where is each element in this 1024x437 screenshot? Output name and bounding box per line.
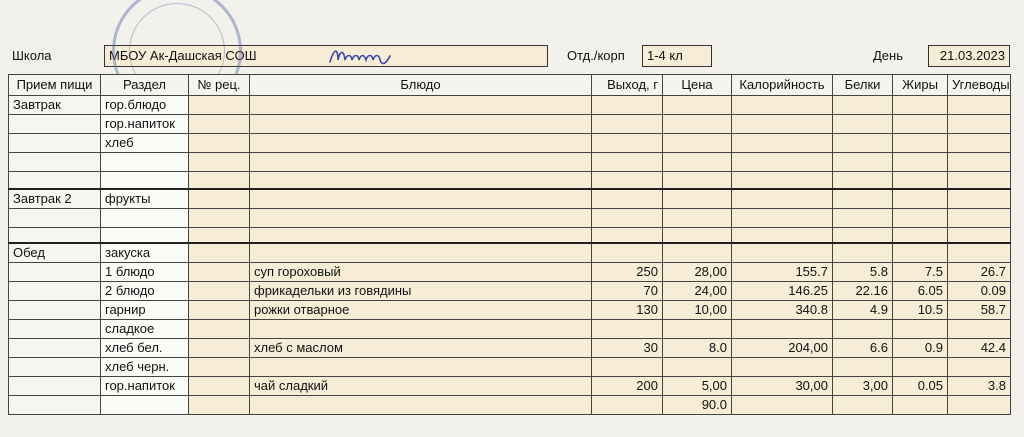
dish-cell[interactable] bbox=[250, 396, 592, 415]
section-cell[interactable]: сладкое bbox=[101, 320, 189, 339]
menu-table bbox=[8, 74, 1011, 415]
table-row bbox=[9, 134, 1011, 153]
dish-cell[interactable] bbox=[250, 153, 592, 172]
protein-cell[interactable] bbox=[833, 134, 893, 153]
meal-cell bbox=[9, 228, 101, 244]
school-field[interactable]: МБОУ Ак-Дашская СОШ bbox=[104, 45, 548, 67]
fat-cell[interactable]: 0.9 bbox=[893, 339, 948, 358]
protein-cell[interactable]: 3,00 bbox=[833, 377, 893, 396]
output-cell[interactable]: 70 bbox=[592, 282, 663, 301]
output-cell[interactable] bbox=[592, 243, 663, 263]
price-cell[interactable] bbox=[663, 189, 732, 209]
day-field[interactable]: 21.03.2023 bbox=[928, 45, 1010, 67]
carbs-cell[interactable] bbox=[948, 396, 1011, 415]
recipe-cell[interactable] bbox=[189, 134, 250, 153]
table-row bbox=[9, 396, 1011, 415]
price-cell[interactable] bbox=[663, 134, 732, 153]
dish-cell[interactable]: суп гороховый bbox=[250, 263, 592, 282]
price-cell[interactable]: 28,00 bbox=[663, 263, 732, 282]
meal-cell: Завтрак 2 bbox=[9, 189, 101, 209]
col-section: Раздел bbox=[101, 75, 189, 96]
table-row bbox=[9, 377, 1011, 396]
output-cell[interactable] bbox=[592, 358, 663, 377]
price-cell[interactable] bbox=[663, 172, 732, 190]
protein-cell[interactable] bbox=[833, 96, 893, 115]
calories-cell[interactable] bbox=[732, 153, 833, 172]
recipe-cell[interactable] bbox=[189, 243, 250, 263]
dish-cell[interactable]: рожки отварное bbox=[250, 301, 592, 320]
section-cell[interactable]: гор.блюдо bbox=[101, 96, 189, 115]
dish-cell[interactable] bbox=[250, 228, 592, 244]
table-row bbox=[9, 243, 1011, 263]
output-cell[interactable] bbox=[592, 153, 663, 172]
dish-cell[interactable] bbox=[250, 209, 592, 228]
col-fat: Жиры bbox=[893, 75, 948, 96]
fat-cell[interactable] bbox=[893, 189, 948, 209]
section-cell[interactable]: гор.напиток bbox=[101, 377, 189, 396]
col-carbs: Углеводы bbox=[948, 75, 1011, 96]
carbs-cell[interactable] bbox=[948, 228, 1011, 244]
meal-cell bbox=[9, 377, 101, 396]
fat-cell[interactable] bbox=[893, 243, 948, 263]
calories-cell[interactable]: 204,00 bbox=[732, 339, 833, 358]
output-cell[interactable]: 130 bbox=[592, 301, 663, 320]
fat-cell[interactable] bbox=[893, 172, 948, 190]
protein-cell[interactable] bbox=[833, 172, 893, 190]
recipe-cell[interactable] bbox=[189, 96, 250, 115]
table-row bbox=[9, 209, 1011, 228]
recipe-cell[interactable] bbox=[189, 339, 250, 358]
output-cell[interactable] bbox=[592, 396, 663, 415]
section-cell[interactable]: гарнир bbox=[101, 301, 189, 320]
meal-cell bbox=[9, 320, 101, 339]
recipe-cell[interactable] bbox=[189, 301, 250, 320]
table-row bbox=[9, 320, 1011, 339]
signature bbox=[326, 44, 396, 70]
price-cell[interactable] bbox=[663, 320, 732, 339]
section-cell[interactable] bbox=[101, 153, 189, 172]
price-cell[interactable] bbox=[663, 358, 732, 377]
fat-cell[interactable] bbox=[893, 396, 948, 415]
fat-cell[interactable] bbox=[893, 228, 948, 244]
price-cell[interactable] bbox=[663, 228, 732, 244]
recipe-cell[interactable] bbox=[189, 228, 250, 244]
meal-cell bbox=[9, 358, 101, 377]
meal-cell bbox=[9, 301, 101, 320]
day-label: День bbox=[873, 48, 903, 63]
calories-cell[interactable] bbox=[732, 172, 833, 190]
protein-cell[interactable] bbox=[833, 320, 893, 339]
carbs-cell[interactable] bbox=[948, 115, 1011, 134]
output-cell[interactable]: 200 bbox=[592, 377, 663, 396]
meal-cell bbox=[9, 134, 101, 153]
meal-cell: Завтрак bbox=[9, 96, 101, 115]
table-row bbox=[9, 339, 1011, 358]
dish-cell[interactable]: фрикадельки из говядины bbox=[250, 282, 592, 301]
table-row bbox=[9, 96, 1011, 115]
carbs-cell[interactable] bbox=[948, 172, 1011, 190]
protein-cell[interactable]: 6.6 bbox=[833, 339, 893, 358]
carbs-cell[interactable]: 42.4 bbox=[948, 339, 1011, 358]
calories-cell[interactable] bbox=[732, 134, 833, 153]
dept-field[interactable]: 1-4 кл bbox=[642, 45, 712, 67]
price-cell[interactable]: 8.0 bbox=[663, 339, 732, 358]
recipe-cell[interactable] bbox=[189, 377, 250, 396]
output-cell[interactable] bbox=[592, 172, 663, 190]
calories-cell[interactable]: 146.25 bbox=[732, 282, 833, 301]
table-row bbox=[9, 263, 1011, 282]
dish-cell[interactable] bbox=[250, 243, 592, 263]
dish-cell[interactable]: хлеб с маслом bbox=[250, 339, 592, 358]
carbs-cell[interactable] bbox=[948, 189, 1011, 209]
recipe-cell[interactable] bbox=[189, 320, 250, 339]
protein-cell[interactable] bbox=[833, 358, 893, 377]
table-row bbox=[9, 358, 1011, 377]
section-cell[interactable] bbox=[101, 172, 189, 190]
section-cell[interactable] bbox=[101, 228, 189, 244]
meal-cell bbox=[9, 263, 101, 282]
fat-cell[interactable] bbox=[893, 358, 948, 377]
table-row bbox=[9, 228, 1011, 244]
col-meal: Прием пищи bbox=[9, 75, 101, 96]
dish-cell[interactable] bbox=[250, 320, 592, 339]
col-price: Цена bbox=[663, 75, 732, 96]
meal-cell bbox=[9, 172, 101, 190]
carbs-cell[interactable] bbox=[948, 320, 1011, 339]
table-row bbox=[9, 282, 1011, 301]
fat-cell[interactable] bbox=[893, 153, 948, 172]
protein-cell[interactable]: 22.16 bbox=[833, 282, 893, 301]
recipe-cell[interactable] bbox=[189, 396, 250, 415]
protein-cell[interactable] bbox=[833, 153, 893, 172]
section-cell[interactable]: фрукты bbox=[101, 189, 189, 209]
recipe-cell[interactable] bbox=[189, 153, 250, 172]
dish-cell[interactable]: чай сладкий bbox=[250, 377, 592, 396]
carbs-cell[interactable]: 3.8 bbox=[948, 377, 1011, 396]
carbs-cell[interactable] bbox=[948, 96, 1011, 115]
price-cell[interactable] bbox=[663, 153, 732, 172]
table-row bbox=[9, 153, 1011, 172]
protein-cell[interactable] bbox=[833, 396, 893, 415]
meal-cell bbox=[9, 282, 101, 301]
dish-cell[interactable] bbox=[250, 134, 592, 153]
output-cell[interactable] bbox=[592, 320, 663, 339]
protein-cell[interactable]: 4.9 bbox=[833, 301, 893, 320]
section-cell[interactable]: гор.напиток bbox=[101, 115, 189, 134]
price-cell[interactable]: 24,00 bbox=[663, 282, 732, 301]
dish-cell[interactable] bbox=[250, 172, 592, 190]
section-cell[interactable]: хлеб бел. bbox=[101, 339, 189, 358]
fat-cell[interactable]: 10.5 bbox=[893, 301, 948, 320]
table-row bbox=[9, 189, 1011, 209]
fat-cell[interactable]: 0.05 bbox=[893, 377, 948, 396]
fat-cell[interactable] bbox=[893, 209, 948, 228]
section-cell[interactable] bbox=[101, 209, 189, 228]
section-cell[interactable] bbox=[101, 396, 189, 415]
fat-cell[interactable] bbox=[893, 134, 948, 153]
calories-cell[interactable] bbox=[732, 115, 833, 134]
table-header bbox=[9, 75, 1011, 96]
protein-cell[interactable]: 5.8 bbox=[833, 263, 893, 282]
meal-cell bbox=[9, 115, 101, 134]
carbs-cell[interactable] bbox=[948, 153, 1011, 172]
output-cell[interactable] bbox=[592, 96, 663, 115]
dept-label: Отд./корп bbox=[567, 48, 625, 63]
calories-cell[interactable] bbox=[732, 96, 833, 115]
fat-cell[interactable] bbox=[893, 96, 948, 115]
carbs-cell[interactable]: 58.7 bbox=[948, 301, 1011, 320]
meal-cell bbox=[9, 339, 101, 358]
carbs-cell[interactable]: 26.7 bbox=[948, 263, 1011, 282]
recipe-cell[interactable] bbox=[189, 172, 250, 190]
output-cell[interactable]: 250 bbox=[592, 263, 663, 282]
price-cell[interactable]: 5,00 bbox=[663, 377, 732, 396]
meal-cell bbox=[9, 153, 101, 172]
dish-cell[interactable] bbox=[250, 358, 592, 377]
calories-cell[interactable]: 30,00 bbox=[732, 377, 833, 396]
section-cell[interactable]: хлеб bbox=[101, 134, 189, 153]
price-cell[interactable] bbox=[663, 209, 732, 228]
table-row bbox=[9, 115, 1011, 134]
calories-cell[interactable] bbox=[732, 396, 833, 415]
meal-cell bbox=[9, 396, 101, 415]
protein-cell[interactable] bbox=[833, 115, 893, 134]
carbs-cell[interactable] bbox=[948, 243, 1011, 263]
output-cell[interactable] bbox=[592, 189, 663, 209]
section-cell[interactable]: 2 блюдо bbox=[101, 282, 189, 301]
output-cell[interactable] bbox=[592, 209, 663, 228]
fat-cell[interactable] bbox=[893, 320, 948, 339]
fat-cell[interactable] bbox=[893, 115, 948, 134]
carbs-cell[interactable]: 0.09 bbox=[948, 282, 1011, 301]
price-cell[interactable] bbox=[663, 115, 732, 134]
table-row bbox=[9, 172, 1011, 190]
protein-cell[interactable] bbox=[833, 209, 893, 228]
calories-cell[interactable]: 340.8 bbox=[732, 301, 833, 320]
calories-cell[interactable] bbox=[732, 189, 833, 209]
price-cell[interactable]: 10,00 bbox=[663, 301, 732, 320]
recipe-cell[interactable] bbox=[189, 282, 250, 301]
col-dish: Блюдо bbox=[250, 75, 592, 96]
col-calories: Калорийность bbox=[732, 75, 833, 96]
col-protein: Белки bbox=[833, 75, 893, 96]
carbs-cell[interactable] bbox=[948, 134, 1011, 153]
dish-cell[interactable] bbox=[250, 189, 592, 209]
protein-cell[interactable] bbox=[833, 228, 893, 244]
carbs-cell[interactable] bbox=[948, 358, 1011, 377]
table-row bbox=[9, 301, 1011, 320]
calories-cell[interactable] bbox=[732, 209, 833, 228]
price-cell[interactable] bbox=[663, 96, 732, 115]
recipe-cell[interactable] bbox=[189, 358, 250, 377]
calories-cell[interactable] bbox=[732, 320, 833, 339]
recipe-cell[interactable] bbox=[189, 263, 250, 282]
calories-cell[interactable]: 155.7 bbox=[732, 263, 833, 282]
dish-cell[interactable] bbox=[250, 96, 592, 115]
recipe-cell[interactable] bbox=[189, 189, 250, 209]
price-cell[interactable] bbox=[663, 243, 732, 263]
recipe-cell[interactable] bbox=[189, 115, 250, 134]
recipe-cell[interactable] bbox=[189, 209, 250, 228]
meal-cell bbox=[9, 209, 101, 228]
section-cell[interactable]: закуска bbox=[101, 243, 189, 263]
output-cell[interactable] bbox=[592, 134, 663, 153]
dish-cell[interactable] bbox=[250, 115, 592, 134]
section-cell[interactable]: хлеб черн. bbox=[101, 358, 189, 377]
price-cell[interactable]: 90.0 bbox=[663, 396, 732, 415]
protein-cell[interactable] bbox=[833, 189, 893, 209]
school-label: Школа bbox=[12, 48, 52, 63]
calories-cell[interactable] bbox=[732, 358, 833, 377]
output-cell[interactable] bbox=[592, 115, 663, 134]
fat-cell[interactable]: 6.05 bbox=[893, 282, 948, 301]
carbs-cell[interactable] bbox=[948, 209, 1011, 228]
col-recipe: № рец. bbox=[189, 75, 250, 96]
calories-cell[interactable] bbox=[732, 243, 833, 263]
section-cell[interactable]: 1 блюдо bbox=[101, 263, 189, 282]
meal-cell: Обед bbox=[9, 243, 101, 263]
protein-cell[interactable] bbox=[833, 243, 893, 263]
fat-cell[interactable]: 7.5 bbox=[893, 263, 948, 282]
output-cell[interactable] bbox=[592, 228, 663, 244]
output-cell[interactable]: 30 bbox=[592, 339, 663, 358]
col-output: Выход, г bbox=[592, 75, 663, 96]
calories-cell[interactable] bbox=[732, 228, 833, 244]
